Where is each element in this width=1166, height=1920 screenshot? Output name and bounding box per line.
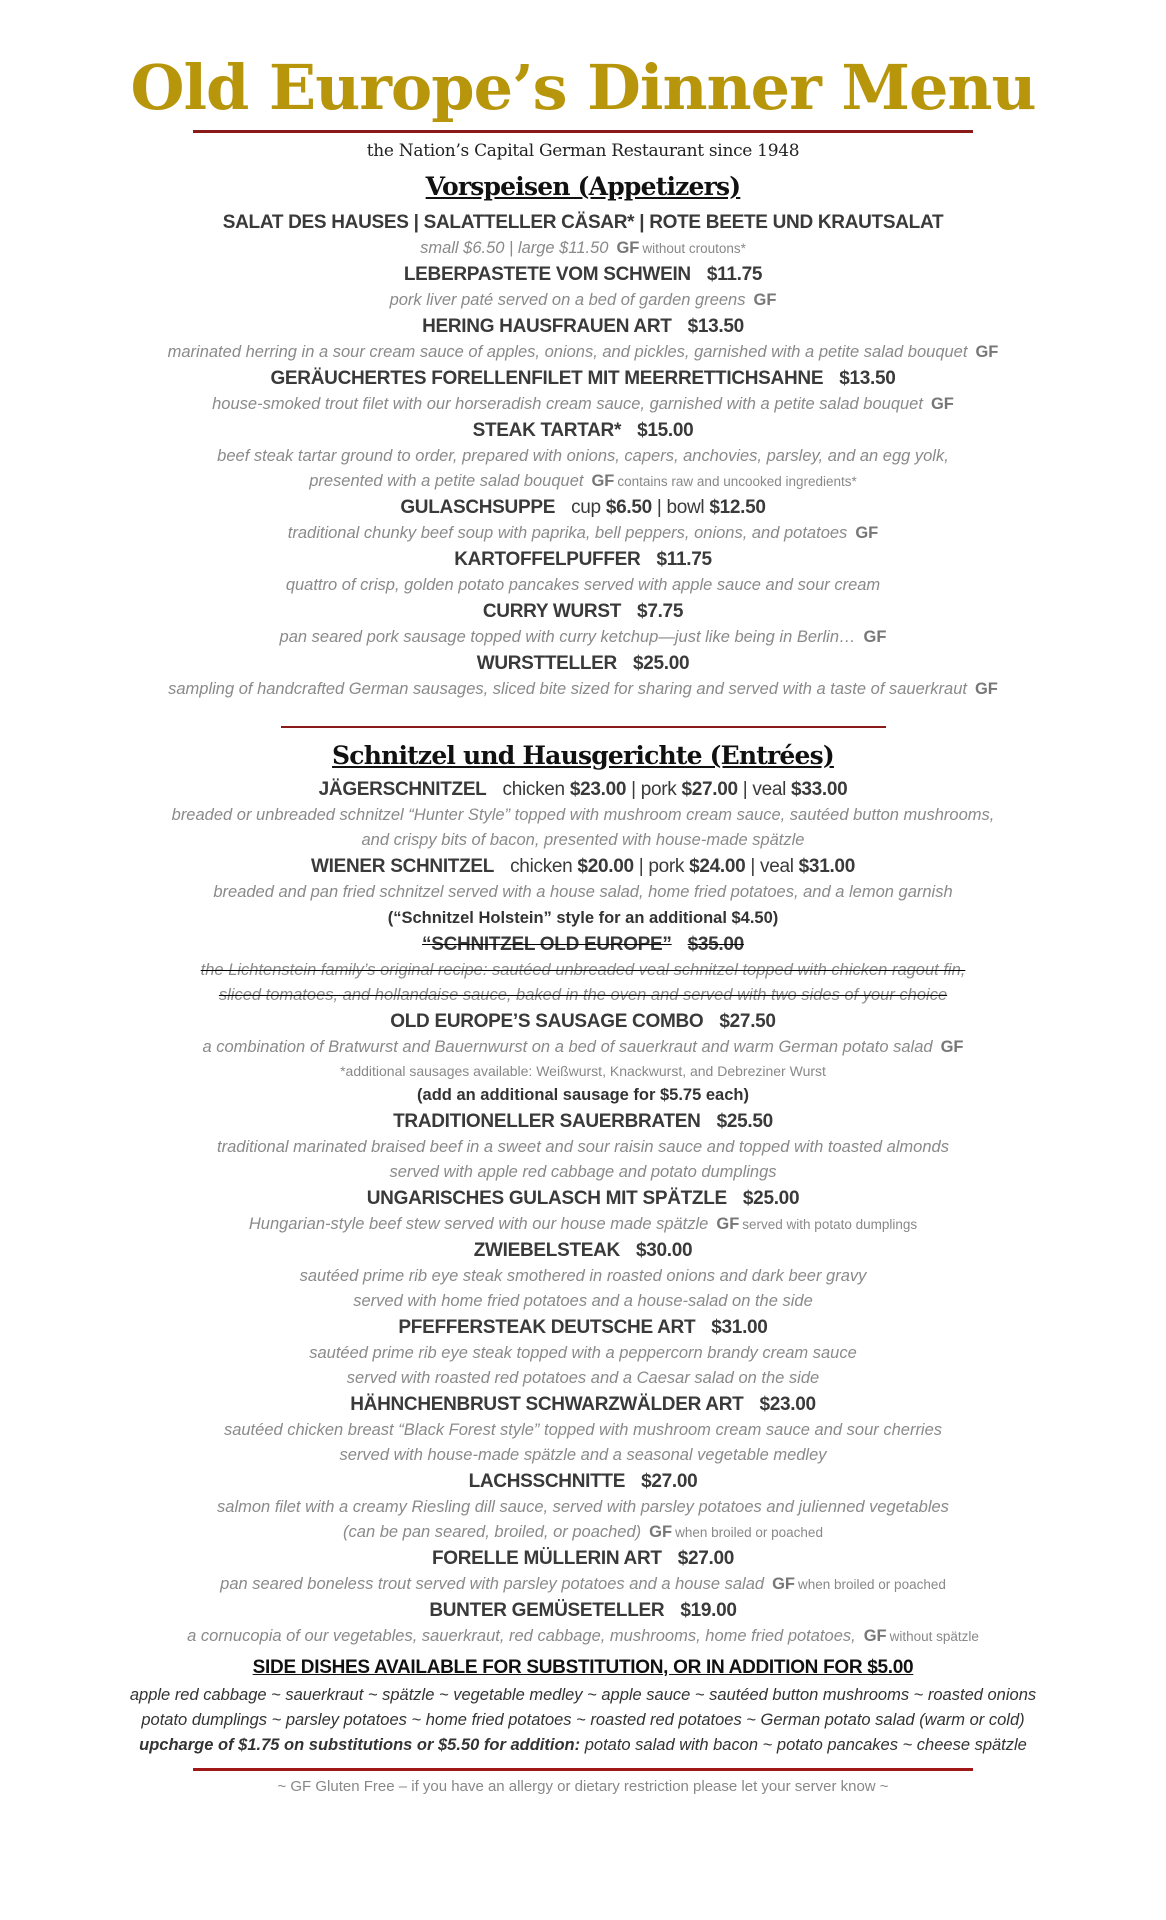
description-text: pan seared pork sausage topped with curry ketchup—just like being in Berlin… bbox=[279, 628, 856, 646]
item-name: JÄGERSCHNITZEL bbox=[318, 779, 487, 800]
menu-item bbox=[0, 1108, 1166, 1185]
item-heading bbox=[0, 1597, 1166, 1624]
item-description bbox=[0, 1520, 1166, 1545]
item-heading bbox=[0, 931, 1166, 958]
gluten-free-badge: GF bbox=[930, 395, 954, 413]
item-description bbox=[0, 1624, 1166, 1649]
item-name: PFEFFERSTEAK DEUTSCHE ART bbox=[398, 1317, 696, 1338]
description-text: house-smoked trout filet with our horseradish cream sauce, garnished with a petite salad bouquet bbox=[212, 395, 923, 413]
item-price: $33.00 bbox=[791, 779, 848, 800]
price-separator: | bbox=[626, 779, 641, 800]
gluten-free-badge: GF bbox=[591, 472, 615, 490]
description-text: breaded or unbreaded schnitzel “Hunter Style” topped with mushroom cream sauce, sautéed button mushrooms, bbox=[171, 806, 995, 824]
item-name: LEBERPASTETE VOM SCHWEIN bbox=[403, 264, 691, 285]
menu-item bbox=[0, 1008, 1166, 1108]
item-heading bbox=[0, 546, 1166, 573]
gluten-free-badge: GF bbox=[863, 1627, 887, 1645]
sides-heading: SIDE DISHES AVAILABLE FOR SUBSTITUTION, OR IN ADDITION FOR $5.00 bbox=[252, 1657, 914, 1678]
description-text: sautéed chicken breast “Black Forest style” topped with mushroom cream sauce and sour cherries bbox=[223, 1421, 943, 1439]
item-price: $35.00 bbox=[687, 934, 744, 955]
item-description bbox=[0, 1341, 1166, 1366]
item-heading bbox=[0, 209, 1166, 236]
price-label: pork bbox=[648, 856, 685, 877]
description-text: salmon filet with a creamy Riesling dill sauce, served with parsley potatoes and julienned vegetables bbox=[217, 1498, 949, 1516]
item-heading bbox=[0, 365, 1166, 392]
price-separator: | bbox=[633, 856, 649, 877]
item-description bbox=[0, 288, 1166, 313]
item-description bbox=[0, 1160, 1166, 1185]
item-price: $27.00 bbox=[641, 1471, 698, 1492]
description-text: served with apple red cabbage and potato dumplings bbox=[389, 1163, 777, 1181]
item-description bbox=[0, 625, 1166, 650]
item-price: $23.00 bbox=[759, 1394, 816, 1415]
item-price: $7.75 bbox=[637, 601, 684, 622]
item-price: $11.75 bbox=[706, 264, 763, 285]
entrees-section bbox=[0, 776, 1166, 1649]
menu-subtitle: the Nation’s Capital German Restaurant since 1948 bbox=[366, 141, 800, 161]
menu-item bbox=[0, 546, 1166, 598]
item-price: $11.75 bbox=[656, 549, 712, 570]
item-description bbox=[0, 1572, 1166, 1597]
item-price: $13.50 bbox=[839, 368, 896, 389]
item-description bbox=[0, 803, 1166, 828]
item-heading bbox=[0, 1391, 1166, 1418]
price-label: chicken bbox=[502, 779, 565, 800]
item-name: GULASCHSUPPE bbox=[400, 497, 556, 518]
gluten-free-badge: GF bbox=[863, 628, 887, 646]
item-price: $15.00 bbox=[637, 420, 694, 441]
item-description bbox=[0, 880, 1166, 905]
item-description bbox=[0, 340, 1166, 365]
description-text: traditional marinated braised beef in a sweet and sour raisin sauce and topped with toasted almonds bbox=[217, 1138, 949, 1156]
price-label: cup bbox=[571, 497, 601, 518]
price-label: pork bbox=[640, 779, 677, 800]
footer-divider bbox=[193, 1768, 973, 1771]
appetizers-heading: Vorspeisen (Appetizers) bbox=[425, 172, 741, 201]
item-price: $13.50 bbox=[687, 316, 744, 337]
upcharge-label: upcharge of $1.75 on substitutions or $5.50 for addition: bbox=[139, 1736, 581, 1754]
description-text: served with roasted red potatoes and a Caesar salad on the side bbox=[346, 1369, 820, 1387]
gluten-free-note: when broiled or poached bbox=[798, 1577, 946, 1592]
item-description bbox=[0, 1495, 1166, 1520]
gluten-free-badge: GF bbox=[940, 1038, 964, 1056]
appetizers-section bbox=[0, 209, 1166, 702]
item-description bbox=[0, 521, 1166, 546]
item-price: $27.50 bbox=[719, 1011, 776, 1032]
item-name: CURRY WURST bbox=[482, 601, 622, 622]
description-text: sautéed prime rib eye steak smothered in roasted onions and dark beer gravy bbox=[299, 1267, 867, 1285]
description-text: sampling of handcrafted German sausages, sliced bite sized for sharing and served with a taste of sauerkraut bbox=[168, 680, 967, 698]
menu-item bbox=[0, 261, 1166, 313]
gluten-free-badge: GF bbox=[974, 680, 998, 698]
item-name: UNGARISCHES GULASCH MIT SPÄTZLE bbox=[366, 1188, 727, 1209]
item-heading bbox=[0, 598, 1166, 625]
menu-item bbox=[0, 1314, 1166, 1391]
gluten-free-badge: GF bbox=[772, 1575, 795, 1593]
item-description bbox=[0, 1264, 1166, 1289]
description-text: the Lichtenstein family’s original recipe: sautéed unbreaded veal schnitzel topped with chicken ragout fin, bbox=[200, 961, 966, 979]
menu-item bbox=[0, 313, 1166, 365]
item-price: $25.00 bbox=[742, 1188, 800, 1209]
price-label: chicken bbox=[510, 856, 573, 877]
item-price: $25.50 bbox=[716, 1111, 773, 1132]
price-separator: | bbox=[651, 497, 667, 518]
item-description bbox=[0, 1418, 1166, 1443]
description-text: served with house-made spätzle and a seasonal vegetable medley bbox=[339, 1446, 827, 1464]
sides-upcharge-line bbox=[0, 1733, 1166, 1758]
menu-item bbox=[0, 365, 1166, 417]
section-divider bbox=[281, 726, 886, 728]
menu-item bbox=[0, 853, 1166, 931]
item-note: *additional sausages available: Weißwurst, Knackwurst, and Debreziner Wurst bbox=[340, 1063, 826, 1079]
item-description bbox=[0, 573, 1166, 598]
item-description bbox=[0, 1035, 1166, 1060]
item-description bbox=[0, 469, 1166, 494]
description-text: small $6.50 | large $11.50 bbox=[420, 239, 609, 257]
item-heading bbox=[0, 853, 1166, 880]
description-text: sautéed prime rib eye steak topped with a peppercorn brandy cream sauce bbox=[309, 1344, 857, 1362]
description-text: a combination of Bratwurst and Bauernwurst on a bed of sauerkraut and warm German potato salad bbox=[202, 1038, 933, 1056]
description-text: (can be pan seared, broiled, or poached) bbox=[343, 1523, 642, 1541]
item-name: GERÄUCHERTES FORELLENFILET MIT MEERRETTICHSAHNE bbox=[270, 368, 824, 389]
item-name: STEAK TARTAR* bbox=[472, 420, 622, 441]
item-price: $31.00 bbox=[711, 1317, 768, 1338]
item-description bbox=[0, 236, 1166, 261]
menu-title: Old Europe’s Dinner Menu bbox=[130, 51, 1036, 124]
menu-item bbox=[0, 650, 1166, 702]
item-name: SALAT DES HAUSES | SALATTELLER CÄSAR* | ROTE BEETE UND KRAUTSALAT bbox=[222, 212, 944, 233]
gluten-free-badge: GF bbox=[855, 524, 879, 542]
menu-item bbox=[0, 1237, 1166, 1314]
gluten-free-badge: GF bbox=[753, 291, 777, 309]
menu-item bbox=[0, 931, 1166, 1008]
menu-item bbox=[0, 1545, 1166, 1597]
item-description bbox=[0, 1289, 1166, 1314]
gluten-free-note: served with potato dumplings bbox=[742, 1217, 918, 1232]
item-name: ZWIEBELSTEAK bbox=[473, 1240, 620, 1261]
item-name: HÄHNCHENBRUST SCHWARZWÄLDER ART bbox=[350, 1394, 744, 1415]
description-text: Hungarian-style beef stew served with our house made spätzle bbox=[248, 1215, 709, 1233]
menu-item bbox=[0, 417, 1166, 494]
item-heading bbox=[0, 1545, 1166, 1572]
item-name: FORELLE MÜLLERIN ART bbox=[431, 1548, 662, 1569]
item-note: (“Schnitzel Holstein” style for an additional $4.50) bbox=[387, 909, 779, 927]
item-price: $31.00 bbox=[798, 856, 855, 877]
gluten-free-note: when broiled or poached bbox=[675, 1525, 823, 1540]
item-name: WURSTTELLER bbox=[476, 653, 617, 674]
item-price: $24.00 bbox=[689, 856, 746, 877]
sides-list-line: potato dumplings ~ parsley potatoes ~ home fried potatoes ~ roasted red potatoes ~ German potato salad (warm or cold) bbox=[141, 1711, 1025, 1729]
description-text: pork liver paté served on a bed of garden greens bbox=[389, 291, 746, 309]
gluten-free-footnote: ~ GF Gluten Free – if you have an allergy or dietary restriction please let your server know ~ bbox=[277, 1778, 889, 1795]
menu-item bbox=[0, 1185, 1166, 1237]
item-heading bbox=[0, 1237, 1166, 1264]
item-description bbox=[0, 444, 1166, 469]
item-name: LACHSSCHNITTE bbox=[468, 1471, 626, 1492]
menu-item bbox=[0, 1597, 1166, 1649]
menu-item bbox=[0, 1468, 1166, 1545]
description-text: sliced tomatoes, and hollandaise sauce, baked in the oven and served with two sides of your choice bbox=[218, 986, 948, 1004]
item-description bbox=[0, 1135, 1166, 1160]
menu-item bbox=[0, 494, 1166, 546]
item-heading bbox=[0, 1008, 1166, 1035]
gluten-free-badge: GF bbox=[716, 1215, 740, 1233]
item-heading bbox=[0, 261, 1166, 288]
upcharge-items: potato salad with bacon ~ potato pancakes ~ cheese spätzle bbox=[584, 1736, 1027, 1754]
item-description bbox=[0, 677, 1166, 702]
price-label: veal bbox=[760, 856, 794, 877]
item-description bbox=[0, 1443, 1166, 1468]
gluten-free-note: contains raw and uncooked ingredients* bbox=[617, 474, 857, 489]
item-price: $20.00 bbox=[577, 856, 634, 877]
description-text: quattro of crisp, golden potato pancakes served with apple sauce and sour cream bbox=[285, 576, 881, 594]
menu-item bbox=[0, 598, 1166, 650]
item-description bbox=[0, 828, 1166, 853]
item-heading bbox=[0, 650, 1166, 677]
item-heading bbox=[0, 494, 1166, 521]
gluten-free-note: without spätzle bbox=[889, 1629, 979, 1644]
item-name: HERING HAUSFRAUEN ART bbox=[422, 316, 672, 337]
item-heading bbox=[0, 1468, 1166, 1495]
item-heading bbox=[0, 1108, 1166, 1135]
item-note: (add an additional sausage for $5.75 each) bbox=[417, 1086, 749, 1104]
item-description bbox=[0, 1366, 1166, 1391]
price-separator: | bbox=[745, 856, 761, 877]
title-divider bbox=[193, 130, 973, 133]
menu-item bbox=[0, 1391, 1166, 1468]
gluten-free-badge: GF bbox=[975, 343, 999, 361]
item-heading bbox=[0, 1314, 1166, 1341]
item-description bbox=[0, 958, 1166, 983]
item-name: OLD EUROPE’S SAUSAGE COMBO bbox=[390, 1011, 704, 1032]
item-heading bbox=[0, 776, 1166, 803]
gluten-free-badge: GF bbox=[649, 1523, 673, 1541]
item-price: $27.00 bbox=[681, 779, 738, 800]
item-name: TRADITIONELLER SAUERBRATEN bbox=[393, 1111, 701, 1132]
description-text: and crispy bits of bacon, presented with house-made spätzle bbox=[361, 831, 805, 849]
item-price: $19.00 bbox=[680, 1600, 737, 1621]
price-label: bowl bbox=[666, 497, 705, 518]
item-heading bbox=[0, 417, 1166, 444]
description-text: a cornucopia of our vegetables, sauerkraut, red cabbage, mushrooms, home fried potatoes, bbox=[187, 1627, 856, 1645]
description-text: marinated herring in a sour cream sauce of apples, onions, and pickles, garnished with a petite salad bouquet bbox=[167, 343, 968, 361]
description-text: traditional chunky beef soup with paprika, bell peppers, onions, and potatoes bbox=[287, 524, 848, 542]
item-price: $27.00 bbox=[677, 1548, 735, 1569]
item-price: $12.50 bbox=[709, 497, 766, 518]
description-text: presented with a petite salad bouquet bbox=[309, 472, 584, 490]
item-heading bbox=[0, 1185, 1166, 1212]
price-separator: | bbox=[737, 779, 753, 800]
description-text: pan seared boneless trout served with parsley potatoes and a house salad bbox=[220, 1575, 765, 1593]
description-text: served with home fried potatoes and a house-salad on the side bbox=[353, 1292, 813, 1310]
item-name: “SCHNITZEL OLD EUROPE” bbox=[422, 934, 672, 955]
item-name: WIENER SCHNITZEL bbox=[311, 856, 495, 877]
item-description bbox=[0, 983, 1166, 1008]
description-text: beef steak tartar ground to order, prepared with onions, capers, anchovies, parsley, and an egg yolk, bbox=[217, 447, 949, 465]
gluten-free-note: without croutons* bbox=[642, 241, 746, 256]
item-description bbox=[0, 392, 1166, 417]
entrees-heading: Schnitzel und Hausgerichte (Entrées) bbox=[332, 741, 834, 770]
item-name: KARTOFFELPUFFER bbox=[454, 549, 641, 570]
item-price: $30.00 bbox=[635, 1240, 693, 1261]
item-price: $6.50 bbox=[605, 497, 652, 518]
sides-list-line: apple red cabbage ~ sauerkraut ~ spätzle ~ vegetable medley ~ apple sauce ~ sautéed button mushrooms ~ roasted onions bbox=[129, 1686, 1037, 1704]
item-price: $23.00 bbox=[569, 779, 627, 800]
item-name: BUNTER GEMÜSETELLER bbox=[429, 1600, 665, 1621]
item-price: $25.00 bbox=[632, 653, 690, 674]
item-description bbox=[0, 1212, 1166, 1237]
description-text: breaded and pan fried schnitzel served with a house salad, home fried potatoes, and a lemon garnish bbox=[213, 883, 953, 901]
item-heading bbox=[0, 313, 1166, 340]
price-label: veal bbox=[752, 779, 787, 800]
gluten-free-badge: GF bbox=[616, 239, 640, 257]
menu-item bbox=[0, 776, 1166, 853]
menu-item bbox=[0, 209, 1166, 261]
